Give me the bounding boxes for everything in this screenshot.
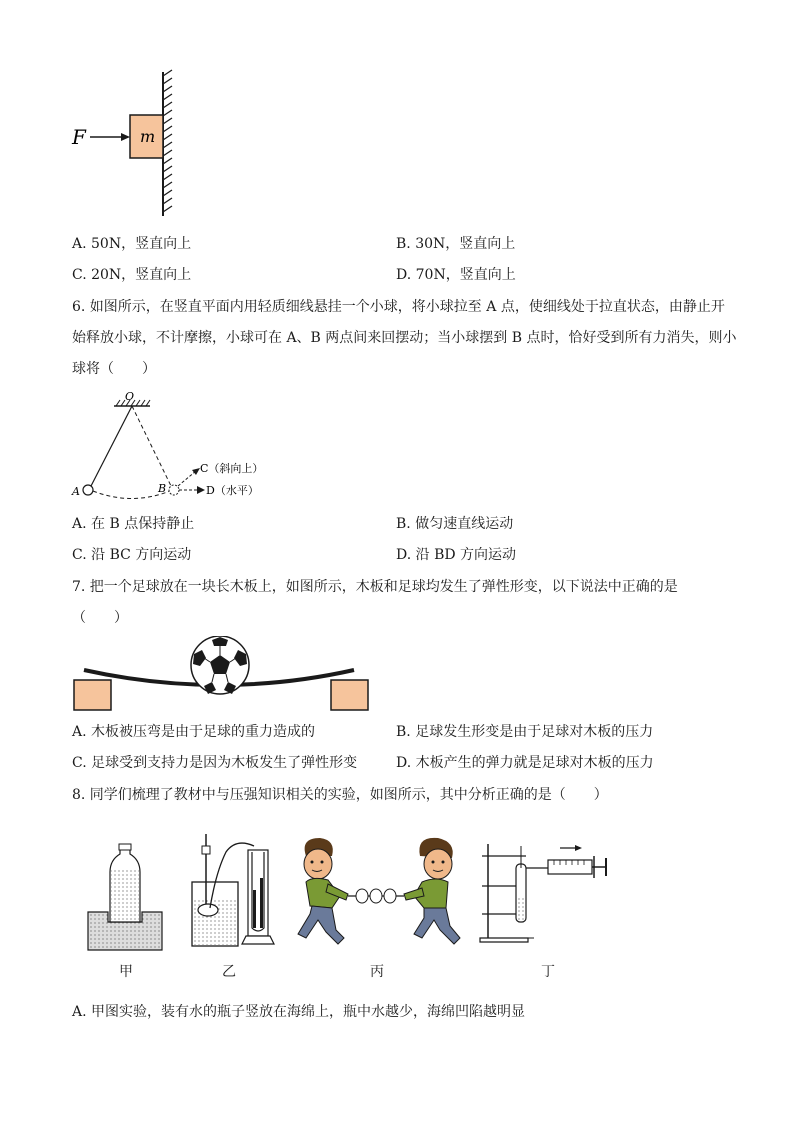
ball-b [169,485,179,495]
wall-hatching [163,70,172,212]
right-person [404,838,460,944]
ball-a [83,485,93,495]
q7-option-c[interactable]: C. 足球受到支持力是因为木板发生了弹性形变 [72,755,358,771]
q8-figure-jia [86,842,166,954]
q6-stem-line-1: 6. 如图所示，在竖直平面内用轻质细线悬挂一个小球，将小球拉至 A 点，使细线处于拉直状态，由静止开 [72,299,725,315]
q7-option-a[interactable]: A. 木板被压弯是由于足球的重力造成的 [72,724,316,740]
q7-option-b[interactable]: B. 足球发生形变是由于足球对木板的压力 [396,724,654,740]
label-c: C（斜向上） [200,462,264,475]
force-arrowhead [121,133,130,141]
q8-caption-jia: 甲 [119,964,133,980]
q5-option-c[interactable]: C. 20N，竖直向上 [72,267,192,283]
q7-stem-line-1: 7. 把一个足球放在一块长木板上，如图所示，木板和足球均发生了弹性形变，以下说法中正确的是 [72,579,678,595]
q7-football-figure [70,636,380,716]
q6-stem-line-3: 球将（ ） [72,361,156,377]
arrowhead-c [192,468,200,475]
gauge-base [242,936,274,944]
arrowhead-d [197,486,205,494]
string-dashed [132,406,172,488]
right-support [331,680,368,710]
probe [198,904,218,916]
q8-caption-yi: 乙 [222,964,236,980]
q6-option-c[interactable]: C. 沿 BC 方向运动 [72,547,192,563]
q6-pendulum-figure [66,388,286,506]
force-label: F [72,125,86,149]
left-person [298,838,348,944]
left-support [74,680,111,710]
u-tube-board [248,850,268,936]
point-b-label: B [158,482,167,495]
q8-option-a[interactable]: A. 甲图实验，装有水的瓶子竖放在海绵上，瓶中水越少，海绵凹陷越明显 [72,1004,526,1020]
magdeburg-hemispheres [348,889,404,903]
stand-base [480,938,528,942]
q6-option-a[interactable]: A. 在 B 点保持静止 [72,516,195,532]
q5-option-a[interactable]: A. 50N，竖直向上 [72,236,192,252]
q5-figure [60,62,190,222]
string-solid [90,406,132,488]
q8-caption-bing: 丙 [370,964,384,980]
q5-option-b[interactable]: B. 30N，竖直向上 [396,236,516,252]
q5-option-d[interactable]: D. 70N，竖直向上 [396,267,516,283]
syringe-barrel [548,860,592,874]
q7-option-d[interactable]: D. 木板产生的弹力就是足球对木板的压力 [396,755,654,771]
q8-figure-ding [478,838,612,954]
bottle-cap [119,844,131,850]
football [191,636,249,694]
q8-caption-ding: 丁 [541,964,555,980]
label-d: D（水平） [206,484,259,497]
q6-stem-line-2: 始释放小球，不计摩擦，小球可在 A、B 两点间来回摆动；当小球摆到 B 点时，恰好受到所有力消失，则小 [72,330,737,346]
q7-stem-line-2: （ ） [72,610,128,626]
arrow-bc [178,471,196,486]
point-a-label: A [72,485,80,498]
q8-stem: 8. 同学们梳理了教材中与压强知识相关的实验，如图所示，其中分析正确的是（ ） [72,787,608,803]
mass-label: m [140,127,156,146]
q6-option-d[interactable]: D. 沿 BD 方向运动 [396,547,517,563]
q8-figure-bing [292,834,466,954]
q6-option-b[interactable]: B. 做匀速直线运动 [396,516,514,532]
pivot-label: O [125,390,135,403]
q8-figure-yi [186,832,278,954]
